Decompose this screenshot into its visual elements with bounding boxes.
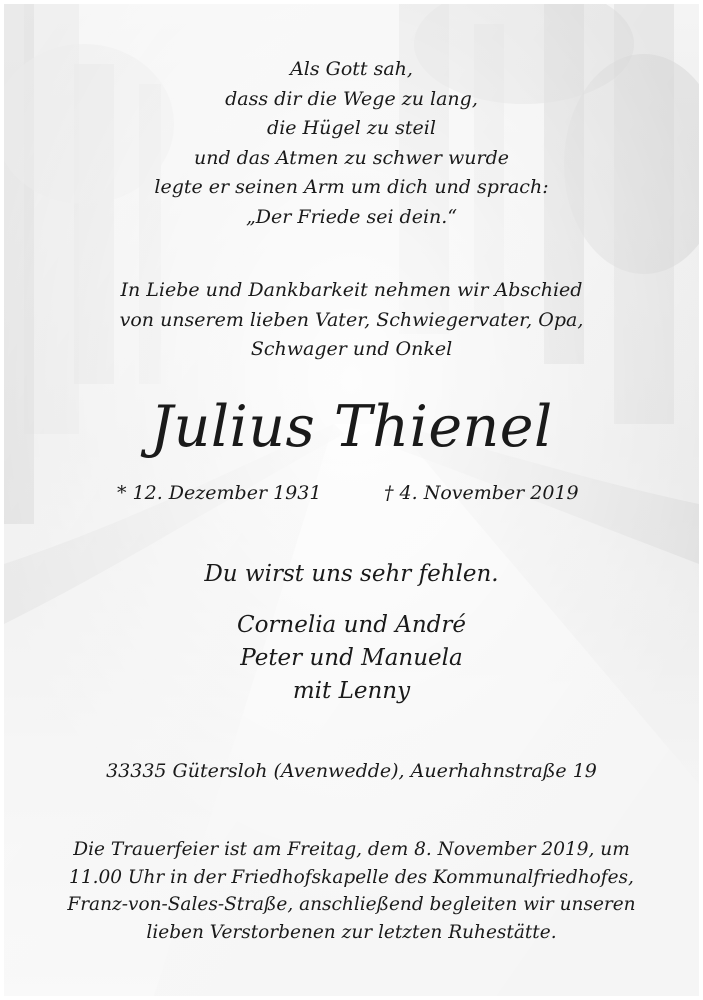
poem-line: legte er seinen Arm um dich und sprach:: [154, 176, 549, 198]
closing-line: Du wirst uns sehr fehlen.: [204, 561, 499, 587]
farewell-intro: [0, 276, 703, 365]
intro-line: In Liebe und Dankbarkeit nehmen wir Abschied: [120, 279, 583, 301]
funeral-line: Die Trauerfeier ist am Freitag, dem 8. November 2019, um: [73, 839, 630, 860]
poem-line: Als Gott sah,: [290, 58, 413, 80]
birth-date: * 12. Dezember 1931: [117, 482, 322, 504]
funeral-details: [0, 836, 703, 946]
intro-line: von unserem lieben Vater, Schwiegervater, Opa,: [119, 308, 584, 331]
mourner-line: Cornelia und André: [236, 612, 466, 638]
deceased-name: Julius Thienel: [150, 394, 553, 460]
funeral-line: lieben Verstorbenen zur letzten Ruhestätte.: [146, 921, 557, 943]
death-date: † 4. November 2019: [384, 482, 579, 504]
mourner-line: Peter und Manuela: [240, 645, 463, 671]
mourner-line: mit Lenny: [292, 678, 411, 704]
poem-line: dass dir die Wege zu lang,: [225, 87, 478, 110]
mourners: [0, 609, 703, 708]
intro-line: Schwager und Onkel: [250, 338, 453, 360]
poem-line: die Hügel zu steil: [267, 117, 436, 139]
funeral-line: Franz-von-Sales-Straße, anschließend begleiten wir unseren: [67, 894, 636, 915]
poem: [0, 55, 703, 232]
funeral-line: 11.00 Uhr in der Friedhofskapelle des Kommunalfriedhofes,: [69, 866, 634, 888]
poem-line: und das Atmen zu schwer wurde: [193, 146, 510, 169]
family-address: 33335 Gütersloh (Avenwedde), Auerhahnstraße 19: [106, 760, 597, 782]
poem-line: „Der Friede sei dein.“: [245, 205, 458, 228]
